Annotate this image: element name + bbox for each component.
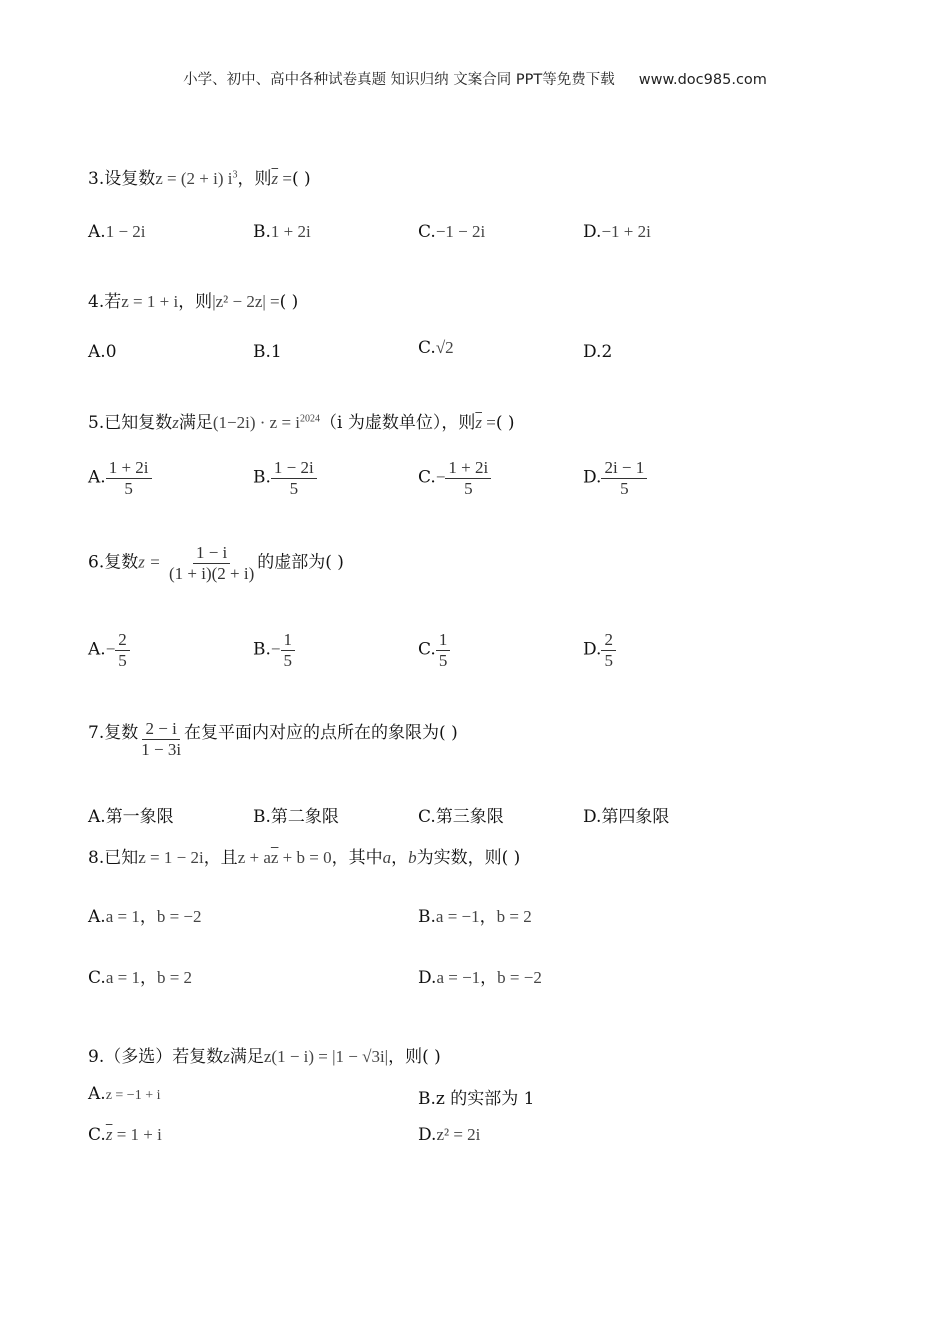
q9-mid: 满足	[229, 1047, 264, 1067]
q3-mid: ，则	[237, 169, 272, 189]
q8-b: b	[408, 848, 417, 867]
q8-prefix: 8.已知	[88, 848, 139, 868]
q8-option-b: B.a = −1，b = 2	[418, 907, 532, 927]
q4-cond: z = 1 + i	[121, 292, 179, 311]
q7-option-a: A.第一象限	[88, 807, 174, 827]
q6-prefix: 6.复数	[88, 552, 139, 573]
q3-option-b: B.1 + 2i	[253, 222, 311, 242]
q5-prefix: 5.已知复数	[88, 413, 173, 433]
q9-option-a: A.z = −1 + i	[88, 1084, 161, 1104]
q5-var: z	[172, 413, 179, 432]
question-4	[88, 287, 298, 312]
q8-mid2: ，其中	[331, 848, 383, 868]
q5-expr: $(1-2i) \cdot z = i^{2024}$	[212, 413, 321, 432]
q5-mid1: 满足	[178, 413, 213, 433]
q6-fraction: $\frac{1 - i}{(1 + i)(2 + i)}$	[168, 543, 255, 583]
q7-suffix: 在复平面内对应的点所在的象限为( )	[184, 723, 458, 743]
q4-mid: ，则	[178, 292, 213, 312]
q8-expr: $z + a\overline{z} + b = 0$	[237, 848, 332, 867]
q8-cond: z = 1 − 2i	[138, 848, 204, 867]
q4-option-d: D.2	[583, 342, 613, 362]
q9-option-b: B.z 的实部为 1	[418, 1089, 535, 1109]
q3-prefix: 3.设复数	[88, 169, 156, 189]
question-6	[88, 543, 344, 583]
q5-mid2: （i 为虚数单位），则	[320, 413, 476, 433]
q8-option-c: C.a = 1，b = 2	[88, 968, 193, 988]
question-9	[88, 1042, 441, 1067]
q7-option-b: B.第二象限	[253, 807, 339, 827]
q3-suffix: ( )	[291, 169, 311, 189]
q6-option-b: B.− $\frac{1}{5}$	[253, 630, 295, 670]
q5-option-d: D. $\frac{2i - 1}{5}$	[583, 458, 647, 498]
q8-mid1: ，且	[203, 848, 238, 868]
q7-option-c: C.第三象限	[418, 807, 504, 827]
q8-suffix: 为实数，则( )	[416, 848, 521, 868]
header-site: www.doc985.com	[638, 72, 767, 88]
q8-a: a	[382, 848, 392, 867]
q3-zbar: $\overline{z}$	[271, 169, 279, 188]
q9-option-c: $C.\overline{z} = 1 + i$	[88, 1125, 162, 1145]
q6-option-a: A.− $\frac{2}{5}$	[88, 630, 130, 670]
q5-option-a: A. $\frac{1 + 2i}{5}$	[88, 458, 152, 498]
question-5	[88, 408, 515, 433]
q6-option-c: C. $\frac{1}{5}$	[418, 630, 450, 670]
q5-option-b: B. $\frac{1 - 2i}{5}$	[253, 458, 317, 498]
q4-option-a: A.0	[88, 342, 117, 362]
q8-comma: ，	[391, 848, 409, 868]
q9-var: z	[223, 1047, 230, 1066]
q3-expr: z = (2 + i) $i^3$	[155, 169, 238, 188]
question-3	[88, 164, 311, 189]
q3-option-d: D.−1 + 2i	[583, 222, 651, 242]
q4-prefix: 4.若	[88, 292, 122, 312]
q9-option-d: D.z² = 2i	[418, 1125, 481, 1145]
page-header	[0, 68, 950, 89]
q4-expr: |z² − 2z| =	[212, 292, 280, 311]
q8-option-d: D.a = −1，b = −2	[418, 968, 542, 988]
q3-option-c: C.−1 − 2i	[418, 222, 486, 242]
q5-zbar: $\overline{z}$	[475, 413, 482, 432]
q7-prefix: 7.复数	[88, 723, 139, 743]
q3-option-a: A.1 − 2i	[88, 222, 146, 242]
q9-expr: z(1 − i) = |1 − √3i|	[263, 1047, 389, 1066]
q4-option-b: B.1	[253, 342, 282, 362]
q9-suffix: ，则( )	[388, 1047, 441, 1067]
q3-eq: =	[278, 169, 292, 188]
q6-lhs: z =	[138, 552, 161, 572]
q5-option-c: C.− $\frac{1 + 2i}{5}$	[418, 458, 491, 498]
q7-fraction: $\frac{2 - i}{1 - 3i}$	[141, 719, 182, 759]
q7-option-d: D.第四象限	[583, 807, 670, 827]
q4-suffix: ( )	[279, 292, 299, 312]
q6-suffix: 的虚部为( )	[257, 552, 344, 573]
q4-option-c: C.√2	[418, 338, 454, 358]
q6-option-d: D. $\frac{2}{5}$	[583, 630, 616, 670]
question-7	[88, 718, 458, 759]
q5-eq: =	[481, 413, 496, 432]
q9-prefix: 9.（多选）若复数	[88, 1047, 224, 1067]
header-text: 小学、初中、高中各种试卷真题 知识归纳 文案合同 PPT等免费下载	[183, 72, 615, 88]
q8-option-a: A.a = 1，b = −2	[88, 907, 202, 927]
question-8	[88, 843, 520, 868]
q5-suffix: ( )	[495, 413, 515, 433]
